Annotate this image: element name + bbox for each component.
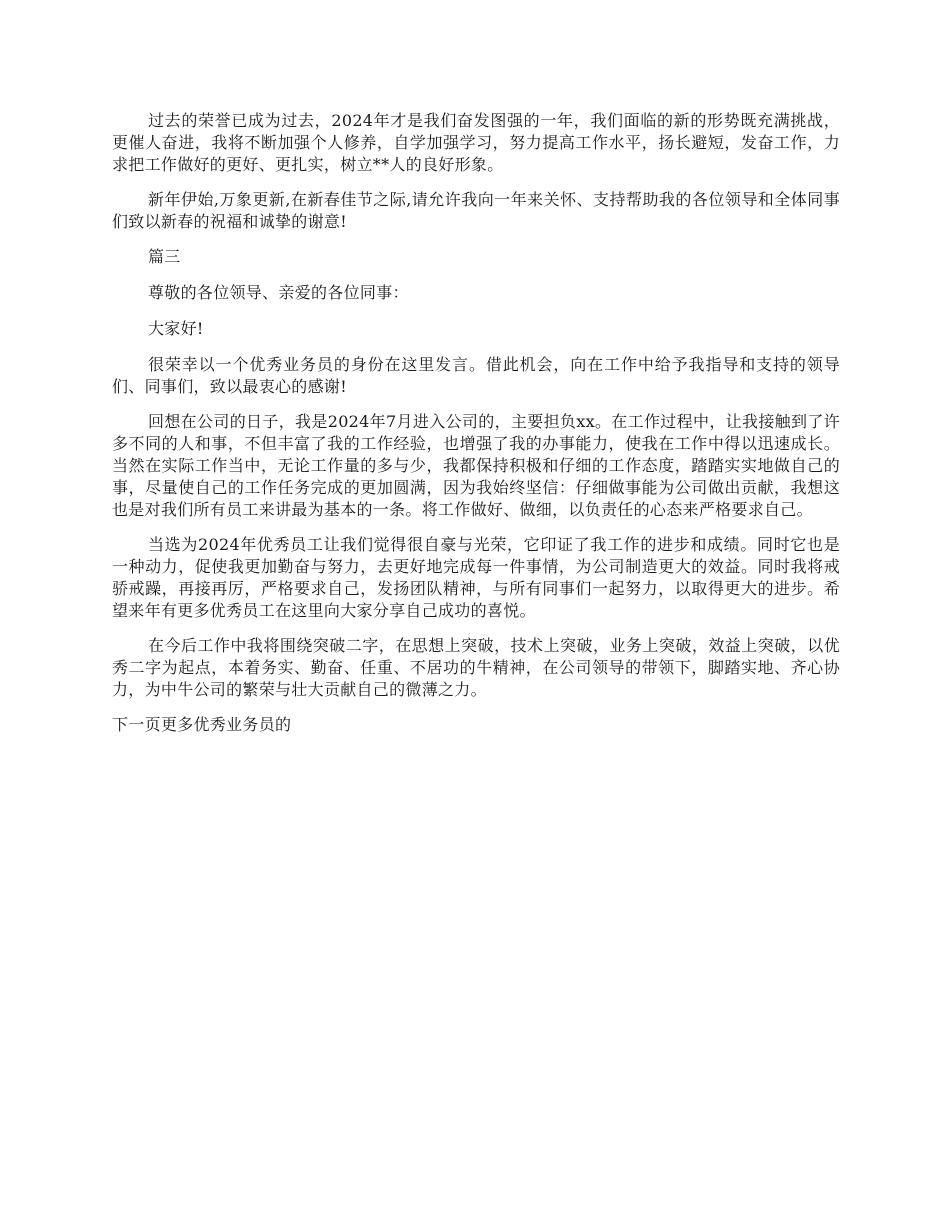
paragraph-honor: 当选为2024年优秀员工让我们觉得很自豪与光荣，它印证了我工作的进步和成绩。同时它也是一种动力，促使我更加勤奋与努力，去更好地完成每一件事情，为公司制造更大的效益。同时我将戒骄戒躁，再接再厉，严格要求自己，发扬团队精神，与所有同事们一起努力，以取得更大的进步。希望来年有更多优秀员工在这里向大家分享自己成功的喜悦。 bbox=[112, 535, 840, 620]
greeting: 大家好! bbox=[148, 319, 204, 338]
paragraph-new-year-greeting: 新年伊始,万象更新,在新春佳节之际,请允许我向一年来关怀、支持帮助我的各位领导和全体同事们致以新春的祝福和诚挚的谢意! bbox=[112, 190, 840, 231]
salutation: 尊敬的各位领导、亲爱的各位同事： bbox=[148, 283, 409, 302]
paragraph-new-year-resolution: 过去的荣誉已成为过去，2024年才是我们奋发图强的一年，我们面临的新的形势既充满挑战，更催人奋进，我将不断加强个人修养，自学加强学习，努力提高工作水平，扬长避短，发奋工作，力求把工作做好的更好、更扎实，树立**人的良好形象。 bbox=[112, 111, 840, 174]
paragraph-introduction: 很荣幸以一个优秀业务员的身份在这里发言。借此机会，向在工作中给予我指导和支持的领导们、同事们，致以最衷心的感谢! bbox=[112, 355, 840, 396]
document-page bbox=[112, 110, 840, 749]
next-page-link-text: 下一页更多优秀业务员的 bbox=[112, 715, 292, 734]
paragraph-future-plan: 在今后工作中我将围绕突破二字，在思想上突破，技术上突破，业务上突破，效益上突破，以优秀二字为起点，本着务实、勤奋、任重、不居功的牛精神，在公司领导的带领下，脚踏实地、齐心协力，为中牛公司的繁荣与壮大贡献自己的微薄之力。 bbox=[112, 636, 840, 699]
paragraph-work-review: 回想在公司的日子，我是2024年7月进入公司的，主要担负xx。在工作过程中，让我接触到了许多不同的人和事，不但丰富了我的工作经验，也增强了我的办事能力，使我在工作中得以迅速成长。当然在实际工作当中，无论工作量的多与少，我都保持积极和仔细的工作态度，踏踏实实地做自己的事，尽量使自己的工作任务完成的更加圆满，因为我始终坚信：仔细做事能为公司做出贡献，我想这也是对我们所有员工来讲最为基本的一条。将工作做好、做细，以负责任的心态来严格要求自己。 bbox=[112, 412, 840, 519]
section-heading-part-three: 篇三 bbox=[148, 247, 181, 266]
